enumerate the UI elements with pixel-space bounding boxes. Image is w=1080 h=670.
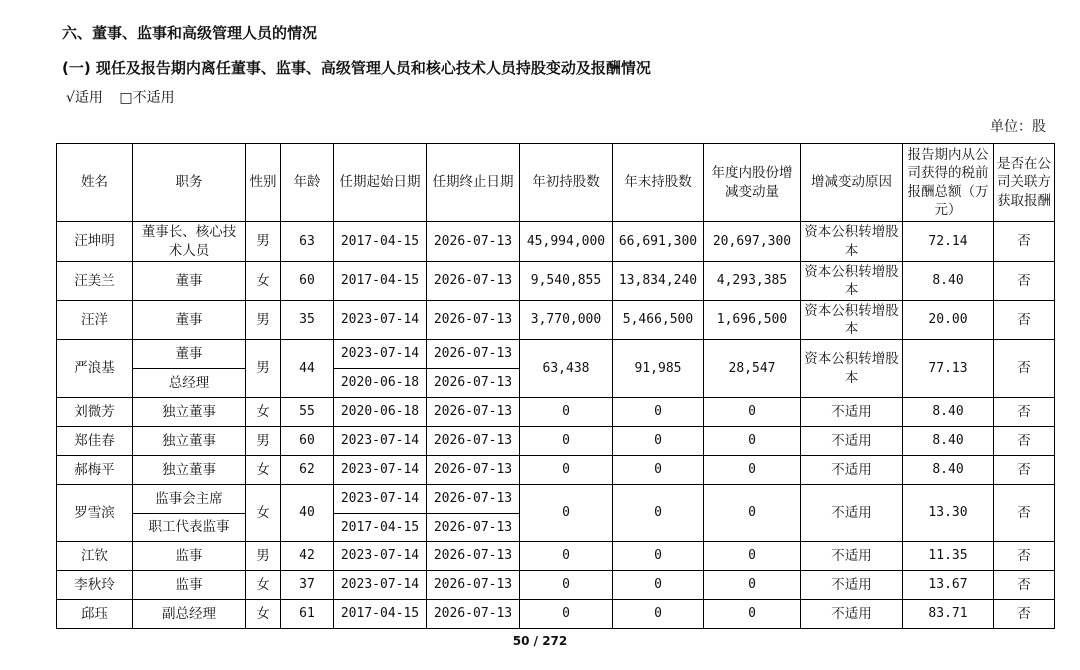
- shareholding-table: [56, 143, 1055, 629]
- header-cell: 是否在公司关联方获取报酬: [994, 144, 1055, 222]
- name-cell: 江钦: [57, 542, 133, 571]
- header-cell: 任期终止日期: [427, 144, 520, 222]
- end-date-cell: 2026-07-13: [427, 456, 520, 485]
- header-cell: 年末持股数: [613, 144, 704, 222]
- age-cell: 35: [281, 301, 334, 340]
- name-cell: 李秋玲: [57, 571, 133, 600]
- role-cell: 总经理: [133, 369, 246, 398]
- related-cell: 否: [994, 427, 1055, 456]
- end-shares-cell: 0: [613, 456, 704, 485]
- age-cell: 61: [281, 600, 334, 629]
- begin-shares-cell: 0: [520, 571, 613, 600]
- start-date-cell: 2023-07-14: [334, 340, 427, 369]
- reason-cell: 资本公积转增股本: [801, 222, 903, 262]
- role-cell: 监事会主席: [133, 485, 246, 514]
- end-date-cell: 2026-07-13: [427, 340, 520, 369]
- age-cell: 44: [281, 340, 334, 398]
- change-cell: 0: [704, 600, 801, 629]
- related-cell: 否: [994, 456, 1055, 485]
- change-cell: 0: [704, 398, 801, 427]
- role-cell: 独立董事: [133, 456, 246, 485]
- reason-cell: 资本公积转增股本: [801, 262, 903, 301]
- change-cell: 0: [704, 485, 801, 542]
- pay-cell: 8.40: [903, 427, 994, 456]
- pay-cell: 20.00: [903, 301, 994, 340]
- reason-cell: 资本公积转增股本: [801, 340, 903, 398]
- role-cell: 董事: [133, 301, 246, 340]
- table-row: [57, 600, 1055, 629]
- table-row: [57, 301, 1055, 340]
- role-cell: 监事: [133, 542, 246, 571]
- header-cell: 年龄: [281, 144, 334, 222]
- start-date-cell: 2017-04-15: [334, 600, 427, 629]
- gender-cell: 女: [246, 262, 281, 301]
- change-cell: 20,697,300: [704, 222, 801, 262]
- start-date-cell: 2023-07-14: [334, 485, 427, 514]
- pay-cell: 8.40: [903, 456, 994, 485]
- reason-cell: 不适用: [801, 398, 903, 427]
- change-cell: 0: [704, 456, 801, 485]
- end-shares-cell: 91,985: [613, 340, 704, 398]
- end-shares-cell: 0: [613, 485, 704, 542]
- age-cell: 62: [281, 456, 334, 485]
- end-shares-cell: 0: [613, 571, 704, 600]
- gender-cell: 女: [246, 600, 281, 629]
- age-cell: 60: [281, 427, 334, 456]
- begin-shares-cell: 0: [520, 485, 613, 542]
- pay-cell: 72.14: [903, 222, 994, 262]
- reason-cell: 不适用: [801, 485, 903, 542]
- related-cell: 否: [994, 222, 1055, 262]
- start-date-cell: 2023-07-14: [334, 571, 427, 600]
- pay-cell: 13.30: [903, 485, 994, 542]
- start-date-cell: 2023-07-14: [334, 542, 427, 571]
- table-row: [57, 398, 1055, 427]
- begin-shares-cell: 0: [520, 427, 613, 456]
- gender-cell: 女: [246, 398, 281, 427]
- end-shares-cell: 0: [613, 600, 704, 629]
- begin-shares-cell: 3,770,000: [520, 301, 613, 340]
- end-shares-cell: 5,466,500: [613, 301, 704, 340]
- applicable-checkbox[interactable]: √适用: [66, 90, 103, 106]
- header-cell: 报告期内从公司获得的税前报酬总额（万元）: [903, 144, 994, 222]
- end-date-cell: 2026-07-13: [427, 485, 520, 514]
- header-cell: 职务: [133, 144, 246, 222]
- gender-cell: 女: [246, 456, 281, 485]
- change-cell: 0: [704, 427, 801, 456]
- gender-cell: 男: [246, 222, 281, 262]
- begin-shares-cell: 0: [520, 542, 613, 571]
- name-cell: 罗雪滨: [57, 485, 133, 542]
- reason-cell: 不适用: [801, 456, 903, 485]
- pay-cell: 13.67: [903, 571, 994, 600]
- pay-cell: 11.35: [903, 542, 994, 571]
- table-row: [57, 571, 1055, 600]
- header-cell: 增减变动原因: [801, 144, 903, 222]
- table-row: [57, 222, 1055, 262]
- pay-cell: 8.40: [903, 262, 994, 301]
- end-date-cell: 2026-07-13: [427, 542, 520, 571]
- begin-shares-cell: 0: [520, 600, 613, 629]
- subsection-title: (一) 现任及报告期内离任董事、监事、高级管理人员和核心技术人员持股变动及报酬情况: [62, 59, 651, 77]
- related-cell: 否: [994, 340, 1055, 398]
- age-cell: 37: [281, 571, 334, 600]
- table-row: [57, 427, 1055, 456]
- table-row: [57, 340, 1055, 369]
- age-cell: 60: [281, 262, 334, 301]
- age-cell: 40: [281, 485, 334, 542]
- name-cell: 汪坤明: [57, 222, 133, 262]
- role-cell: 独立董事: [133, 427, 246, 456]
- gender-cell: 男: [246, 301, 281, 340]
- role-cell: 董事: [133, 340, 246, 369]
- end-date-cell: 2026-07-13: [427, 600, 520, 629]
- pay-cell: 83.71: [903, 600, 994, 629]
- end-date-cell: 2026-07-13: [427, 398, 520, 427]
- gender-cell: 女: [246, 485, 281, 542]
- end-date-cell: 2026-07-13: [427, 222, 520, 262]
- related-cell: 否: [994, 485, 1055, 542]
- begin-shares-cell: 45,994,000: [520, 222, 613, 262]
- age-cell: 42: [281, 542, 334, 571]
- section-title: 六、董事、监事和高级管理人员的情况: [62, 24, 318, 42]
- name-cell: 汪洋: [57, 301, 133, 340]
- header-cell: 性别: [246, 144, 281, 222]
- age-cell: 55: [281, 398, 334, 427]
- start-date-cell: 2020-06-18: [334, 369, 427, 398]
- start-date-cell: 2017-04-15: [334, 262, 427, 301]
- related-cell: 否: [994, 262, 1055, 301]
- end-date-cell: 2026-07-13: [427, 571, 520, 600]
- end-shares-cell: 13,834,240: [613, 262, 704, 301]
- change-cell: 1,696,500: [704, 301, 801, 340]
- reason-cell: 不适用: [801, 571, 903, 600]
- gender-cell: 男: [246, 340, 281, 398]
- end-date-cell: 2026-07-13: [427, 514, 520, 542]
- name-cell: 郝梅平: [57, 456, 133, 485]
- related-cell: 否: [994, 301, 1055, 340]
- related-cell: 否: [994, 571, 1055, 600]
- start-date-cell: 2023-07-14: [334, 427, 427, 456]
- header-cell: 年度内股份增减变动量: [704, 144, 801, 222]
- pay-cell: 8.40: [903, 398, 994, 427]
- name-cell: 汪美兰: [57, 262, 133, 301]
- role-cell: 董事长、核心技术人员: [133, 222, 246, 262]
- change-cell: 0: [704, 542, 801, 571]
- gender-cell: 男: [246, 542, 281, 571]
- end-date-cell: 2026-07-13: [427, 427, 520, 456]
- header-cell: 任期起始日期: [334, 144, 427, 222]
- reason-cell: 不适用: [801, 427, 903, 456]
- table-row: [57, 485, 1055, 514]
- start-date-cell: 2017-04-15: [334, 514, 427, 542]
- table-row: [57, 542, 1055, 571]
- role-cell: 监事: [133, 571, 246, 600]
- begin-shares-cell: 0: [520, 398, 613, 427]
- table-row: [57, 456, 1055, 485]
- related-cell: 否: [994, 600, 1055, 629]
- role-cell: 董事: [133, 262, 246, 301]
- begin-shares-cell: 0: [520, 456, 613, 485]
- end-shares-cell: 0: [613, 398, 704, 427]
- role-cell: 副总经理: [133, 600, 246, 629]
- table-row: [57, 262, 1055, 301]
- end-date-cell: 2026-07-13: [427, 301, 520, 340]
- start-date-cell: 2017-04-15: [334, 222, 427, 262]
- end-shares-cell: 0: [613, 427, 704, 456]
- name-cell: 刘微芳: [57, 398, 133, 427]
- related-cell: 否: [994, 398, 1055, 427]
- name-cell: 郑佳春: [57, 427, 133, 456]
- reason-cell: 资本公积转增股本: [801, 301, 903, 340]
- not-applicable-checkbox[interactable]: □不适用: [119, 90, 175, 106]
- unit-label: 单位：股: [990, 119, 1046, 135]
- gender-cell: 女: [246, 571, 281, 600]
- role-cell: 职工代表监事: [133, 514, 246, 542]
- end-date-cell: 2026-07-13: [427, 262, 520, 301]
- end-date-cell: 2026-07-13: [427, 369, 520, 398]
- begin-shares-cell: 63,438: [520, 340, 613, 398]
- header-cell: 年初持股数: [520, 144, 613, 222]
- start-date-cell: 2020-06-18: [334, 398, 427, 427]
- end-shares-cell: 66,691,300: [613, 222, 704, 262]
- table-header-row: [57, 144, 1055, 222]
- change-cell: 28,547: [704, 340, 801, 398]
- name-cell: 严浪基: [57, 340, 133, 398]
- related-cell: 否: [994, 542, 1055, 571]
- header-cell: 姓名: [57, 144, 133, 222]
- applicability-options: [66, 87, 187, 107]
- change-cell: 4,293,385: [704, 262, 801, 301]
- role-cell: 独立董事: [133, 398, 246, 427]
- begin-shares-cell: 9,540,855: [520, 262, 613, 301]
- gender-cell: 男: [246, 427, 281, 456]
- change-cell: 0: [704, 571, 801, 600]
- start-date-cell: 2023-07-14: [334, 456, 427, 485]
- end-shares-cell: 0: [613, 542, 704, 571]
- reason-cell: 不适用: [801, 542, 903, 571]
- pay-cell: 77.13: [903, 340, 994, 398]
- name-cell: 邱珏: [57, 600, 133, 629]
- start-date-cell: 2023-07-14: [334, 301, 427, 340]
- age-cell: 63: [281, 222, 334, 262]
- reason-cell: 不适用: [801, 600, 903, 629]
- page-indicator: 50 / 272: [512, 634, 568, 648]
